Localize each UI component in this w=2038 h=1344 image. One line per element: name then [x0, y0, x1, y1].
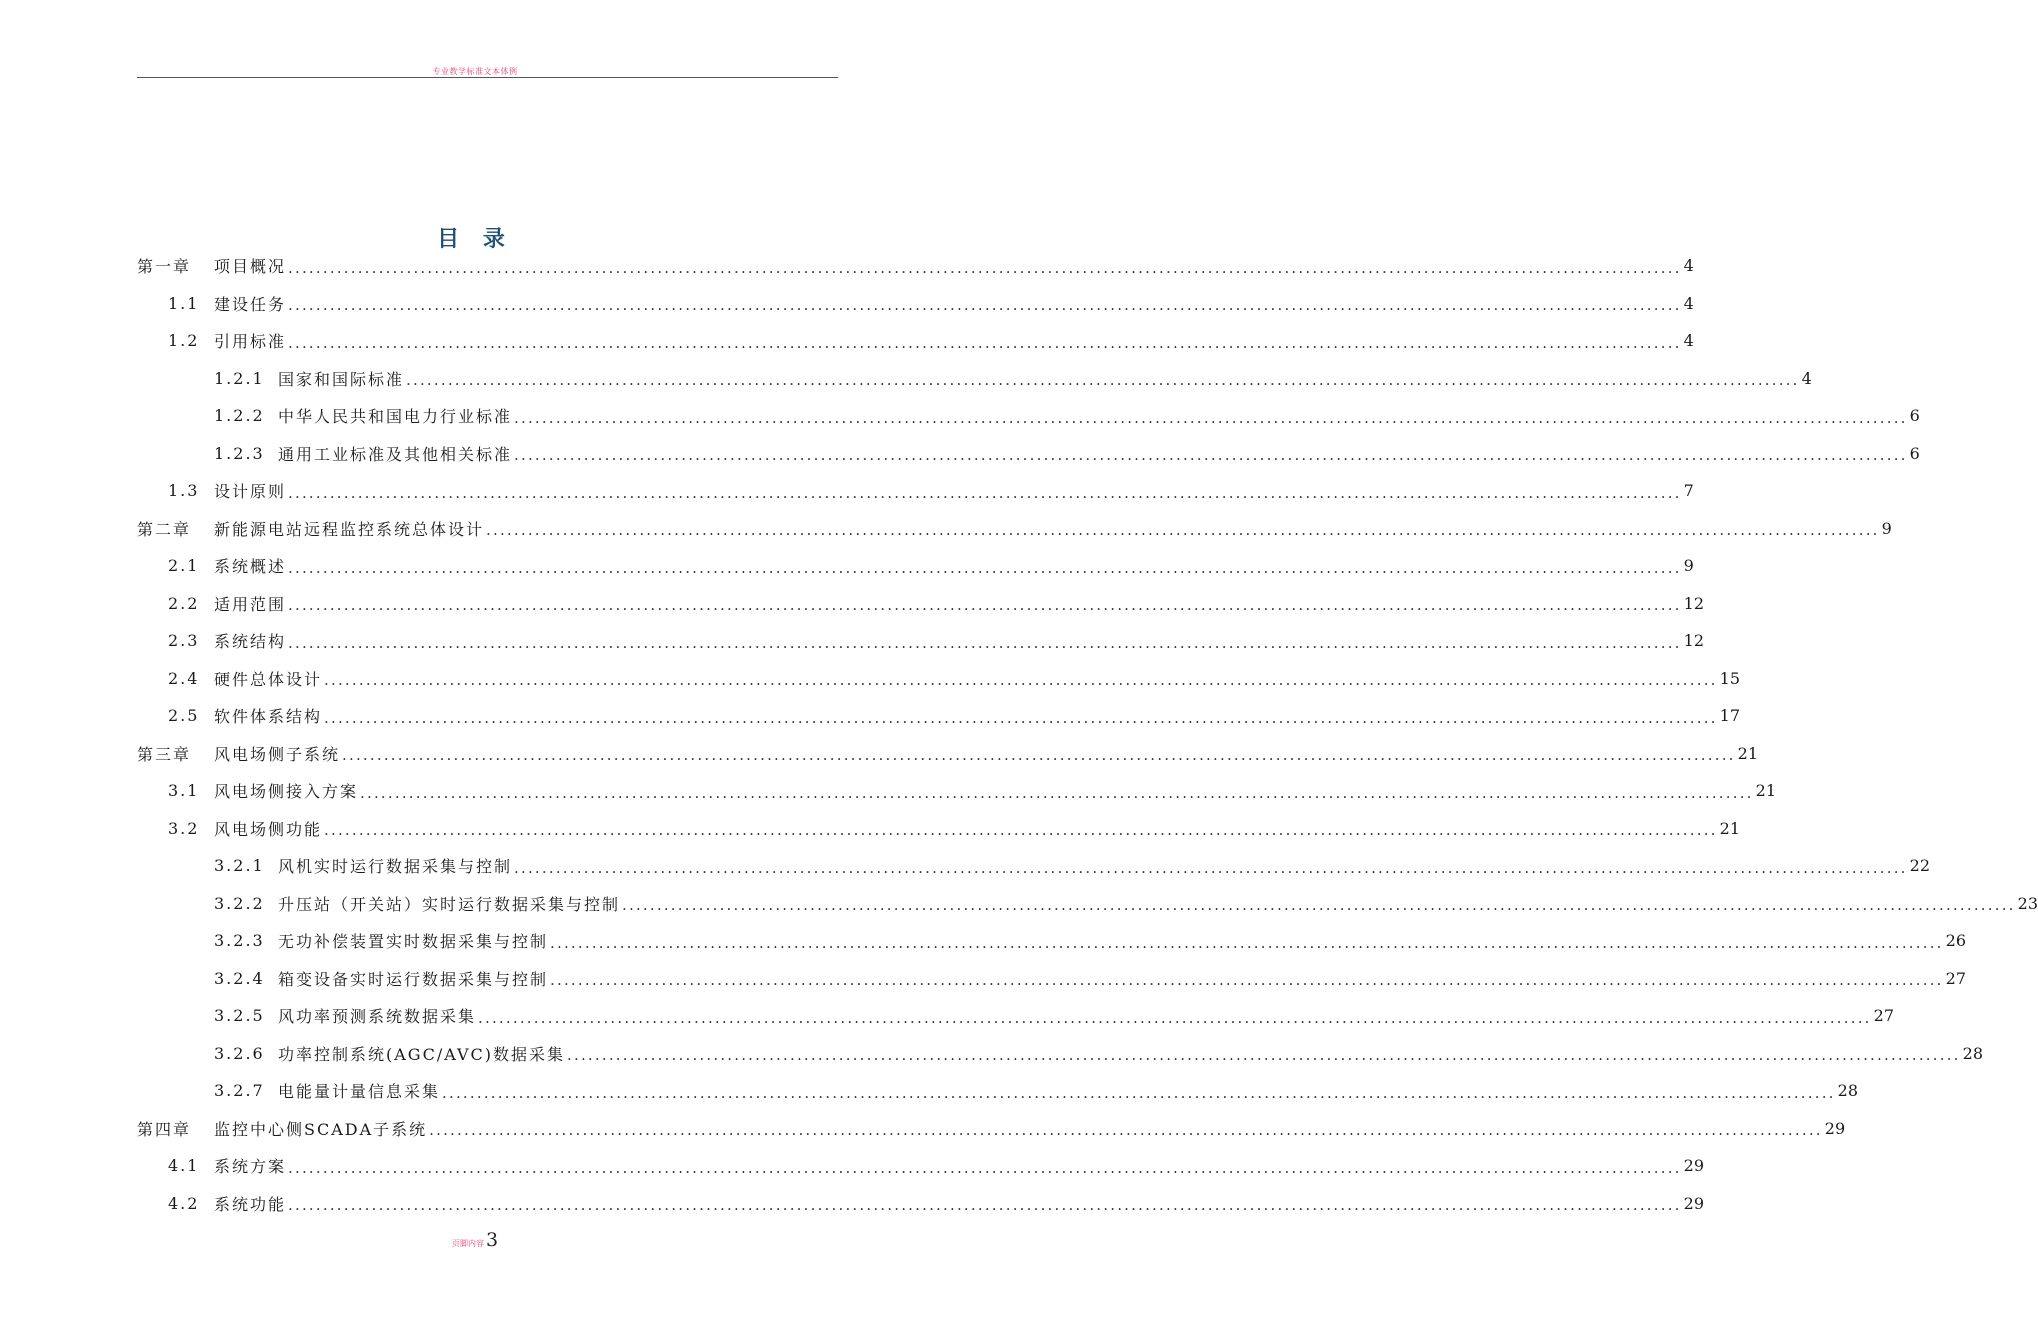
toc-entry-heading — [0, 554, 286, 577]
toc-entry-heading — [0, 404, 512, 427]
toc-entry-title: 系统概述 — [214, 557, 287, 576]
toc-entry-page: 4 — [1683, 331, 1694, 350]
toc-entry-heading — [0, 1192, 286, 1215]
toc-entry-title: 适用范围 — [214, 594, 287, 614]
toc-entry-title: 新能源电站远程监控系统总体设计 — [214, 519, 485, 539]
toc-title: 目 录 — [437, 227, 513, 252]
page-footer — [0, 1229, 950, 1251]
toc-entry-number: 3.1 — [168, 781, 200, 800]
toc-entry-number: 3.2.4 — [214, 968, 265, 988]
toc-entry-heading — [0, 442, 512, 465]
toc-entry-heading — [0, 292, 286, 315]
toc-entry-heading — [0, 854, 512, 877]
toc-entry[interactable] — [0, 1035, 1983, 1072]
toc-entry[interactable] — [0, 847, 1930, 884]
toc-dot-leader: ........................................................................................................................................................................................................ — [288, 296, 1682, 314]
toc-entry-number: 4.1 — [168, 1156, 200, 1175]
toc-entry-heading — [0, 967, 548, 990]
toc-dot-leader: ........................................................................................................................................................................................................ — [288, 596, 1682, 614]
toc-dot-leader: ........................................................................................................................................................................................................ — [324, 821, 1718, 839]
toc-dot-leader: ........................................................................................................................................................................................................ — [622, 896, 2016, 914]
toc-entry[interactable] — [0, 435, 1920, 472]
toc-entry[interactable] — [0, 922, 1966, 959]
toc-entry-heading — [0, 779, 358, 802]
toc-entry-heading — [0, 929, 548, 952]
toc-dot-leader: ........................................................................................................................................................................................................ — [324, 708, 1718, 727]
toc-entry-number: 第二章 — [137, 519, 192, 539]
toc-dot-leader: ........................................................................................................................................................................................................ — [550, 971, 1944, 989]
toc-entry-number: 第一章 — [137, 257, 192, 276]
toc-entry-page: 29 — [1683, 1193, 1704, 1213]
toc-dot-leader: ........................................................................................................................................................................................................ — [514, 858, 1908, 877]
toc-entry[interactable] — [0, 1185, 1704, 1222]
toc-entry[interactable] — [0, 960, 1966, 997]
toc-entry-heading — [0, 742, 340, 765]
toc-dot-leader: ........................................................................................................................................................................................................ — [550, 933, 1944, 952]
toc-dot-leader: ........................................................................................................................................................................................................ — [478, 1008, 1872, 1027]
toc-dot-leader: ........................................................................................................................................................................................................ — [406, 371, 1800, 389]
toc-entry-page: 26 — [1945, 931, 1966, 950]
toc-entry-page: 21 — [1755, 781, 1776, 800]
toc-entry-title: 功率控制系统(AGC/AVC)数据采集 — [278, 1044, 566, 1064]
toc-entry-number: 3.2.5 — [214, 1006, 265, 1025]
toc-entry-page: 21 — [1719, 818, 1740, 838]
toc-entry[interactable] — [0, 885, 2038, 922]
toc-entry-title: 软件体系结构 — [214, 707, 323, 726]
toc-entry[interactable] — [0, 997, 1894, 1034]
toc-entry-title: 监控中心侧SCADA子系统 — [214, 1119, 428, 1139]
toc-dot-leader: ........................................................................................................................................................................................................ — [288, 333, 1682, 352]
toc-dot-leader: ........................................................................................................................................................................................................ — [324, 671, 1718, 689]
toc-entry-number: 4.2 — [168, 1193, 200, 1213]
toc-entry-heading — [0, 667, 322, 690]
toc-entry-title: 风电场侧接入方案 — [214, 782, 359, 801]
toc-entry-page: 28 — [1837, 1081, 1858, 1100]
toc-entry-number: 3.2.3 — [214, 931, 265, 950]
toc-entry-title: 风电场侧功能 — [214, 819, 323, 839]
toc-entry-number: 2.1 — [168, 556, 200, 575]
toc-entry-title: 电能量计量信息采集 — [278, 1082, 441, 1101]
toc-entry-heading — [0, 817, 322, 840]
toc-entry-title: 系统功能 — [214, 1194, 287, 1214]
toc-entry-number: 1.3 — [168, 481, 200, 500]
toc-entry[interactable] — [0, 735, 1758, 772]
toc-dot-leader: ........................................................................................................................................................................................................ — [288, 633, 1682, 652]
toc-entry-title: 系统方案 — [214, 1157, 287, 1176]
toc-entry-number: 2.3 — [168, 631, 200, 650]
header-divider — [137, 77, 838, 78]
toc-entry-page: 27 — [1945, 968, 1966, 988]
toc-entry-heading — [0, 592, 286, 615]
toc-entry-page: 15 — [1719, 668, 1740, 688]
toc-entry-page: 4 — [1683, 256, 1694, 275]
toc-dot-leader: ........................................................................................................................................................................................................ — [288, 483, 1682, 502]
toc-entry-title: 国家和国际标准 — [278, 369, 405, 389]
toc-entry-page: 22 — [1909, 856, 1930, 875]
toc-entry-number: 2.2 — [168, 593, 200, 613]
toc-entry[interactable] — [0, 810, 1740, 847]
toc-entry-title: 升压站（开关站）实时运行数据采集与控制 — [278, 894, 621, 914]
toc-entry-title: 风功率预测系统数据采集 — [278, 1007, 477, 1026]
toc-entry-title: 项目概况 — [214, 257, 287, 276]
toc-entry-title: 无功补偿装置实时数据采集与控制 — [278, 932, 549, 951]
toc-entry-title: 风机实时运行数据采集与控制 — [278, 857, 513, 876]
toc-entry-heading — [0, 704, 322, 727]
toc-entry-page: 4 — [1801, 368, 1812, 388]
toc-entry-number: 第四章 — [137, 1119, 192, 1139]
page-header-text: 专业教学标准文本体例 — [432, 67, 518, 76]
toc-entry-title: 引用标准 — [214, 332, 287, 351]
toc-entry-title: 中华人民共和国电力行业标准 — [278, 407, 513, 426]
toc-dot-leader: ........................................................................................................................................................................................................ — [567, 1046, 1961, 1064]
toc-dot-leader: ........................................................................................................................................................................................................ — [288, 558, 1682, 577]
toc-entry-number: 2.4 — [168, 668, 200, 688]
toc-entry-page: 17 — [1719, 706, 1740, 725]
toc-entry-number: 1.2.1 — [214, 368, 265, 388]
toc-entry-heading — [0, 1042, 565, 1065]
toc-entry-number: 3.2.7 — [214, 1081, 265, 1100]
toc-dot-leader: ........................................................................................................................................................................................................ — [342, 746, 1736, 764]
toc-entry-page: 21 — [1737, 743, 1758, 763]
toc-dot-leader: ........................................................................................................................................................................................................ — [429, 1121, 1823, 1139]
toc-entry-heading — [0, 892, 620, 915]
toc-entry-page: 12 — [1683, 631, 1704, 650]
toc-entry-number: 3.2.2 — [214, 893, 265, 913]
toc-entry-number: 1.2 — [168, 331, 200, 350]
toc-entry[interactable] — [0, 322, 1694, 359]
toc-entry[interactable] — [0, 585, 1704, 622]
toc-entry[interactable] — [0, 1147, 1704, 1184]
toc-entry-title: 系统结构 — [214, 632, 287, 651]
toc-entry-page: 7 — [1683, 481, 1694, 500]
toc-entry-heading — [0, 367, 404, 390]
toc-entry-number: 1.2.3 — [214, 443, 265, 463]
toc-entry-page: 23 — [2017, 893, 2038, 913]
toc-entry-title: 硬件总体设计 — [214, 669, 323, 689]
toc-dot-leader: ........................................................................................................................................................................................................ — [514, 446, 1908, 464]
toc-entry[interactable] — [0, 622, 1704, 659]
toc-entry-title: 建设任务 — [214, 294, 287, 314]
toc-entry[interactable] — [0, 472, 1694, 509]
toc-entry[interactable] — [0, 697, 1740, 734]
toc-entry-title: 通用工业标准及其他相关标准 — [278, 444, 513, 464]
toc-entry[interactable] — [0, 660, 1740, 697]
toc-entry[interactable] — [0, 547, 1694, 584]
toc-entry[interactable] — [0, 360, 1812, 397]
toc-dot-leader: ........................................................................................................................................................................................................ — [288, 1158, 1682, 1177]
toc-entry-heading — [0, 254, 286, 277]
toc-entry-page: 6 — [1909, 406, 1920, 425]
toc-entry-heading — [0, 1117, 427, 1140]
toc-dot-leader: ........................................................................................................................................................................................................ — [360, 783, 1754, 802]
toc-entry[interactable] — [0, 772, 1776, 809]
toc-entry-page: 6 — [1909, 443, 1920, 463]
toc-dot-leader: ........................................................................................................................................................................................................ — [442, 1083, 1836, 1102]
toc-entry-heading — [0, 629, 286, 652]
toc-entry[interactable] — [0, 247, 1694, 284]
toc-entry-heading — [0, 1004, 476, 1027]
toc-entry-heading — [0, 1079, 440, 1102]
table-of-contents — [0, 247, 2038, 1214]
toc-entry-number: 3.2.6 — [214, 1043, 265, 1063]
toc-entry[interactable] — [0, 1110, 1846, 1147]
toc-entry-page: 12 — [1683, 593, 1704, 613]
toc-entry[interactable] — [0, 510, 1892, 547]
toc-entry-number: 第三章 — [137, 744, 192, 764]
toc-entry-page: 27 — [1873, 1006, 1894, 1025]
toc-entry[interactable] — [0, 1072, 1858, 1109]
toc-dot-leader: ........................................................................................................................................................................................................ — [288, 1196, 1682, 1214]
toc-dot-leader: ........................................................................................................................................................................................................ — [288, 258, 1682, 277]
toc-entry-page: 4 — [1683, 293, 1694, 313]
toc-entry[interactable] — [0, 285, 1694, 322]
page-number: 3 — [485, 1229, 499, 1251]
toc-entry-page: 29 — [1824, 1118, 1846, 1138]
toc-entry-heading — [0, 329, 286, 352]
toc-entry-page: 28 — [1962, 1043, 1983, 1063]
toc-dot-leader: ........................................................................................................................................................................................................ — [486, 521, 1880, 539]
toc-entry-page: 29 — [1683, 1156, 1704, 1175]
toc-entry-title: 箱变设备实时运行数据采集与控制 — [278, 969, 549, 989]
toc-entry-page: 9 — [1881, 518, 1892, 538]
toc-entry-number: 1.2.2 — [214, 406, 265, 425]
toc-entry-heading — [0, 479, 286, 502]
toc-entry-title: 设计原则 — [214, 482, 287, 501]
toc-entry-heading — [0, 1154, 286, 1177]
toc-entry[interactable] — [0, 397, 1920, 434]
toc-entry-page: 9 — [1683, 556, 1694, 575]
toc-entry-number: 2.5 — [168, 706, 200, 725]
toc-entry-number: 1.1 — [168, 293, 200, 313]
toc-entry-heading — [0, 517, 484, 540]
toc-entry-number: 3.2.1 — [214, 856, 265, 875]
footer-label: 页脚内容 — [451, 1239, 484, 1248]
toc-dot-leader: ........................................................................................................................................................................................................ — [514, 408, 1908, 427]
toc-entry-title: 风电场侧子系统 — [214, 744, 341, 764]
toc-entry-number: 3.2 — [168, 818, 200, 838]
